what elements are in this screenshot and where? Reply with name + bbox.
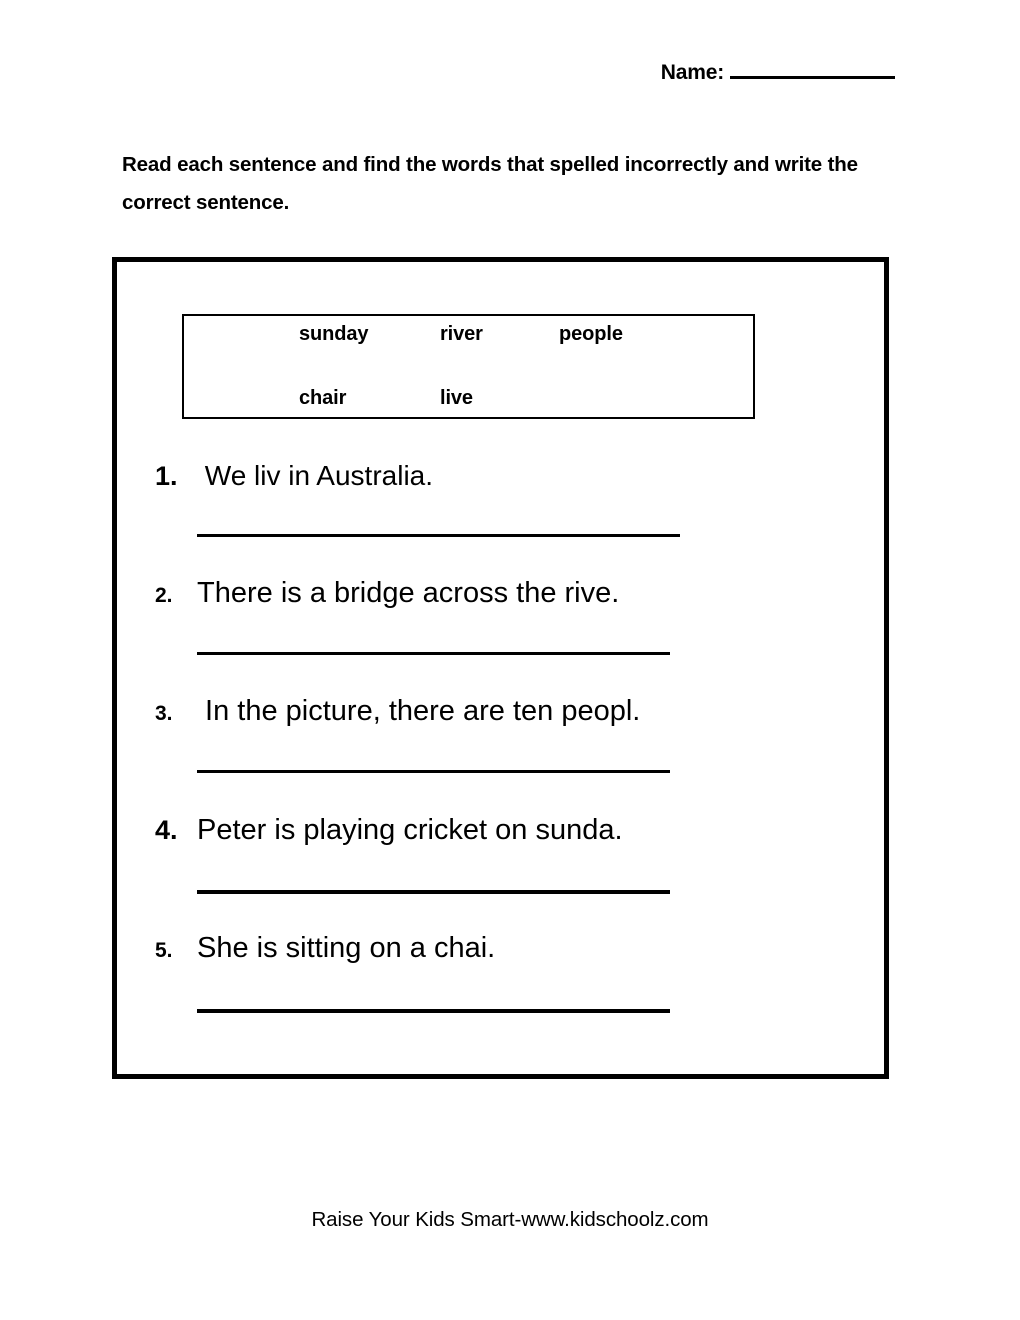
footer-credit: Raise Your Kids Smart-www.kidschoolz.com	[311, 1208, 709, 1231]
word-bank-box: sunday river people chair live	[182, 314, 755, 419]
question-sentence: We liv in Australia.	[197, 460, 434, 491]
question-item	[117, 577, 884, 695]
question-line	[117, 814, 884, 847]
worksheet-panel	[112, 257, 889, 1079]
question-item	[117, 460, 884, 577]
question-sentence: In the picture, there are ten peopl.	[197, 695, 641, 727]
question-number: 4.	[155, 815, 178, 845]
name-label: Name:	[660, 61, 724, 84]
answer-write-line[interactable]	[197, 890, 670, 894]
name-field-row	[0, 60, 1020, 85]
question-number: 1.	[155, 461, 178, 491]
question-sentence: There is a bridge across the rive.	[197, 577, 620, 609]
question-line	[117, 695, 884, 728]
answer-write-line[interactable]	[197, 534, 680, 537]
question-sentence: Peter is playing cricket on sunda.	[197, 814, 623, 846]
answer-write-line[interactable]	[197, 652, 670, 655]
question-number: 5.	[155, 939, 173, 962]
question-line	[117, 460, 884, 492]
answer-write-line[interactable]	[197, 770, 670, 773]
question-number: 3.	[155, 702, 173, 725]
question-line	[117, 577, 884, 610]
question-item	[117, 695, 884, 814]
question-item	[117, 932, 884, 1050]
question-item	[117, 814, 884, 932]
question-list	[117, 460, 884, 1050]
answer-write-line[interactable]	[197, 1009, 670, 1013]
name-input-blank[interactable]	[730, 60, 895, 79]
question-sentence: She is sitting on a chai.	[197, 932, 496, 964]
question-line	[117, 932, 884, 965]
question-number: 2.	[155, 584, 173, 607]
worksheet-instructions: Read each sentence and find the words that spelled incorrectly and write the correct sentence.	[122, 153, 858, 214]
